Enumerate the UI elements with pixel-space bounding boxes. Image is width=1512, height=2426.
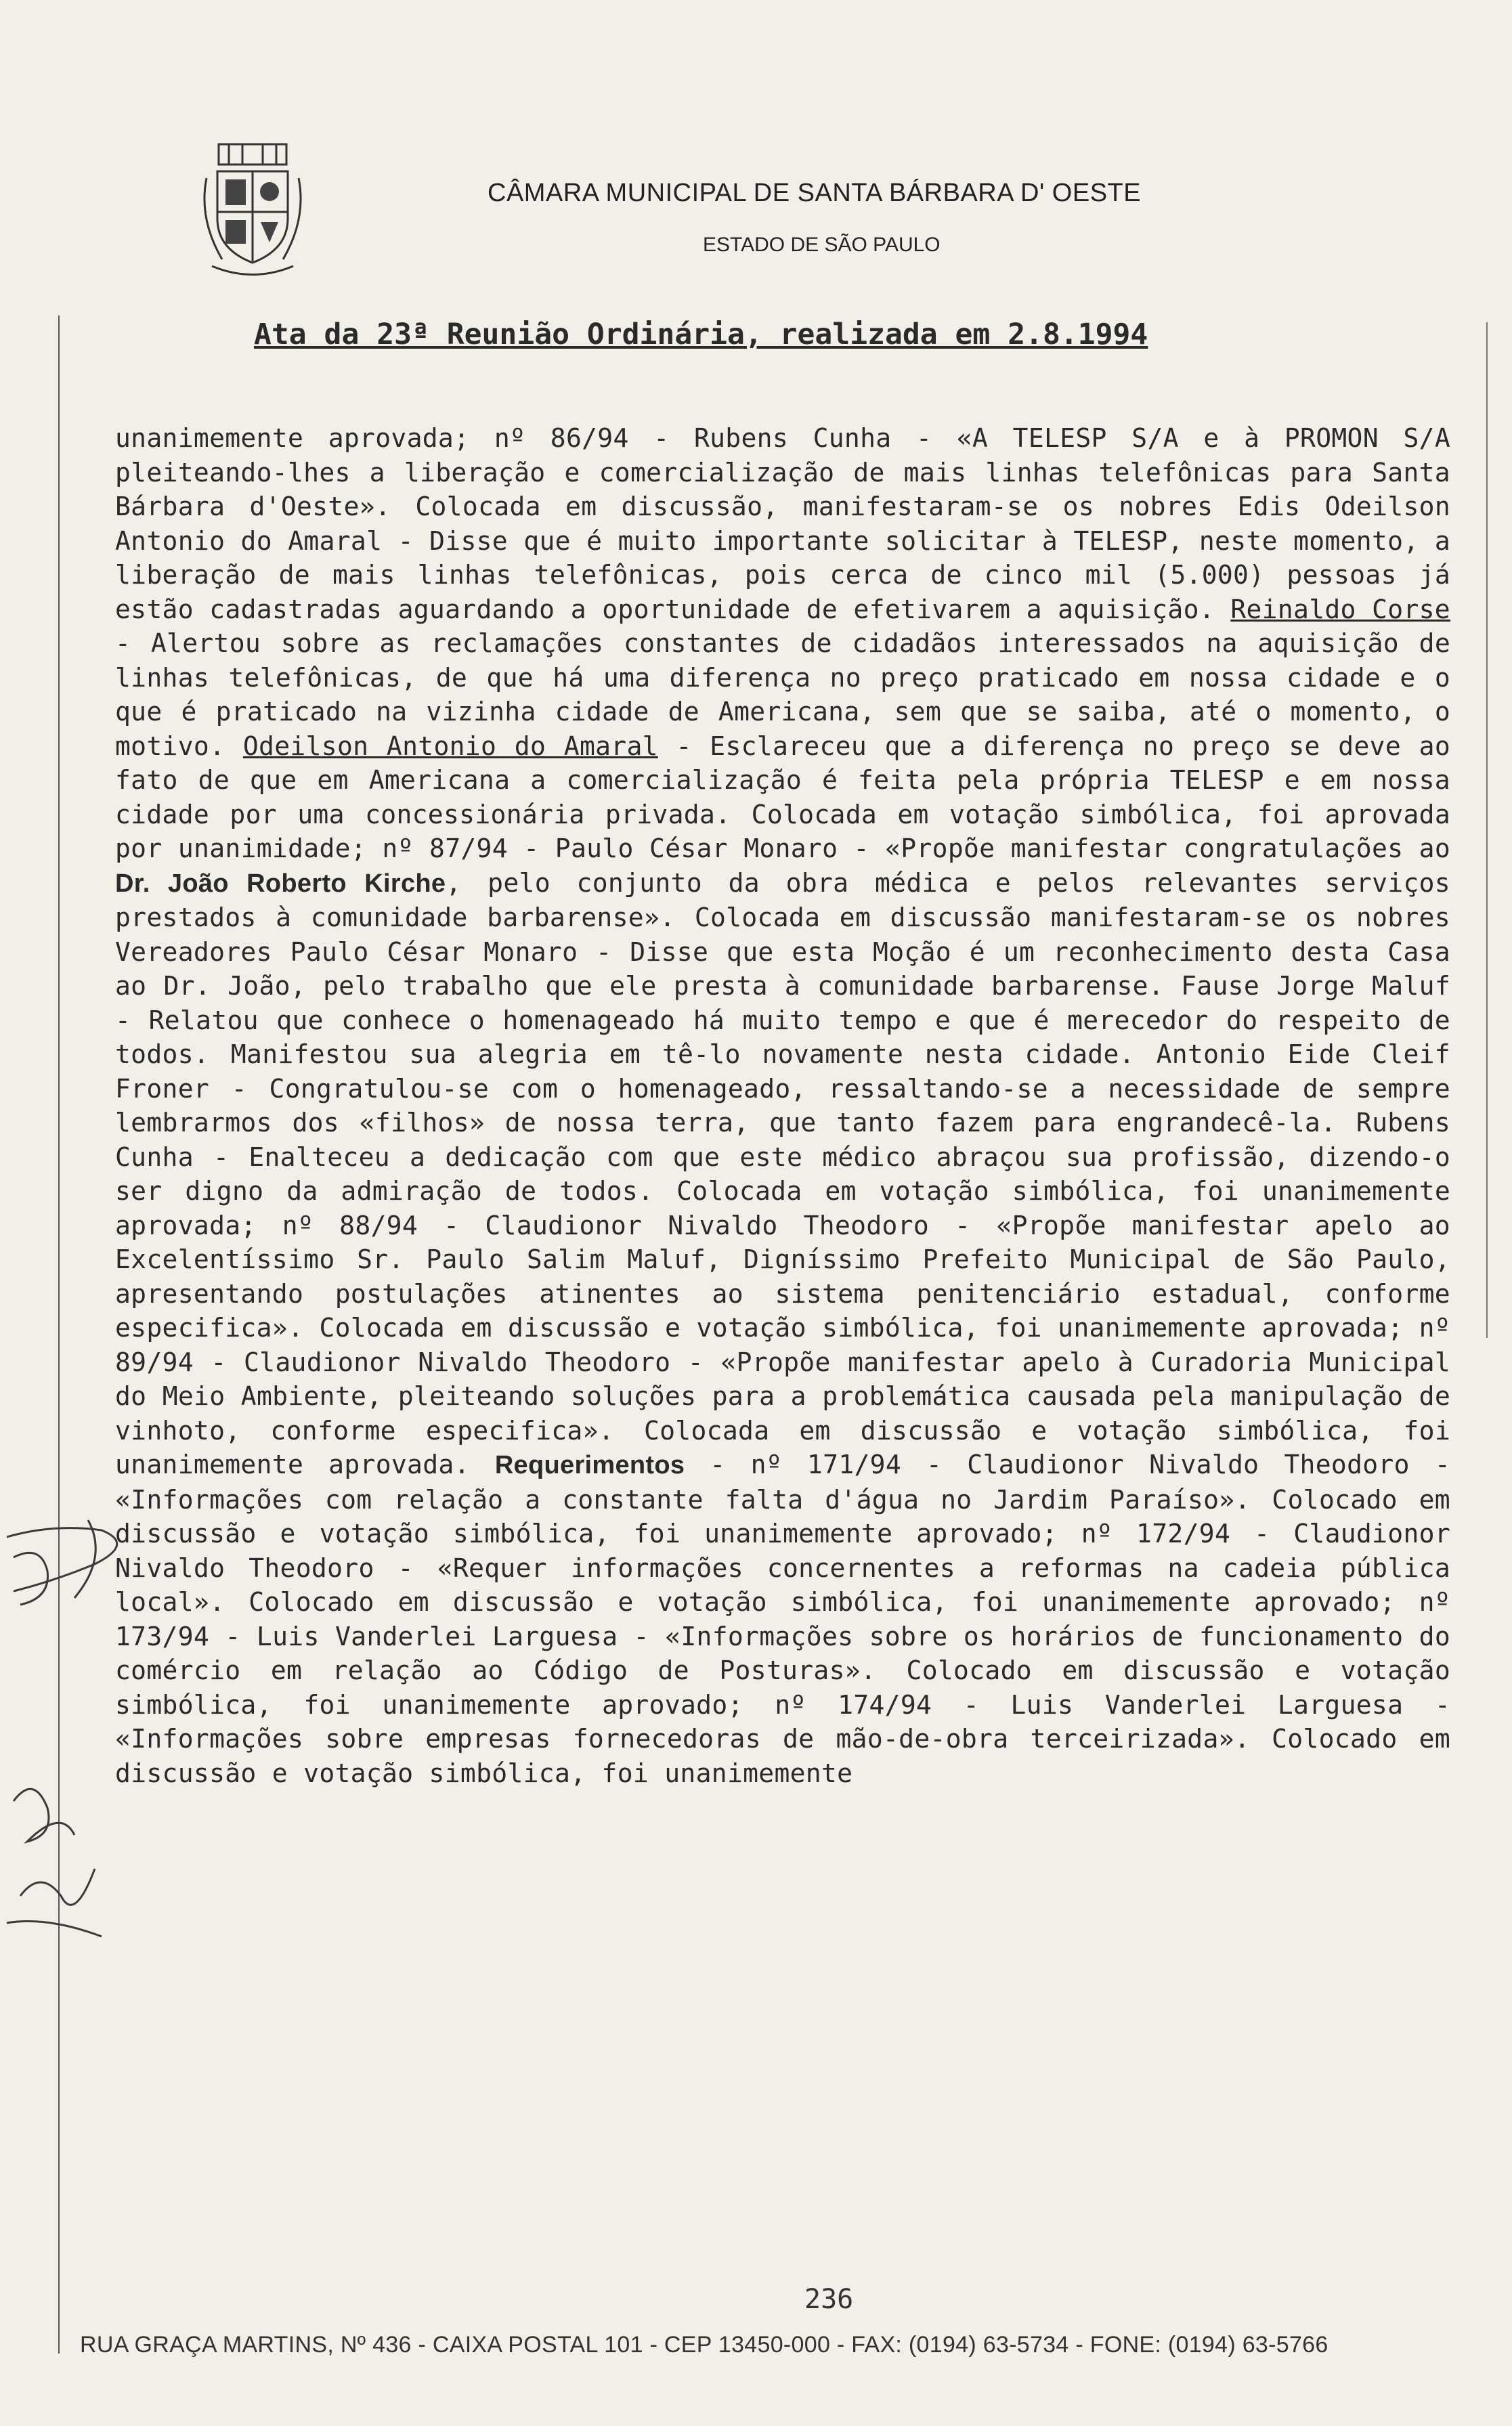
address-footer: RUA GRAÇA MARTINS, Nº 436 - CAIXA POSTAL 101 - CEP 13450-000 - FAX: (0194) 63-5734 - FONE: (0194) 63-5766 [80,2332,1329,2358]
honoree-name: Dr. João Roberto Kirche [115,869,446,898]
institution-title: CÂMARA MUNICIPAL DE SANTA BÁRBARA D' OESTE [488,179,1142,207]
body-segment: - Esclareceu que a diferença no preço se deve ao fato de que em Americana a comercialização é feita pela própria TELESP e em nossa cidade por uma concessionária privada. Colocada em votação simbólica, foi aprovada por unanimidade; nº 87/94 - Paulo César Monaro - «Propõe manifestar congratulações ao [115,731,1450,863]
body-segment: - nº 171/94 - Claudionor Nivaldo Theodoro - «Informações com relação a constante falta d'água no Jardim Paraíso». Colocado em discussão e votação simbólica, foi unanimemente aprovado; nº 172/94 - Claudionor Nivaldo Theodoro - «Requer informações concernentes a reformas na cadeia pública local». Colocado em discussão e votação simbólica, foi unanimemente aprovado; nº 173/94 - Luis Vanderlei Larguesa - «Informações sobre os horários de funcionamento do comércio em relação ao Código de Posturas». Colocado em discussão e votação simbólica, foi unanimemente aprovado; nº 174/94 - Luis Vanderlei Larguesa - «Informações sobre empresas fornecedoras de mão-de-obra terceirizada». Colocado em discussão e votação simbólica, foi unanimemente [115,1450,1450,1788]
speaker-name: Reinaldo Corse [1230,594,1450,624]
body-segment: unanimemente aprovada; nº 86/94 - Rubens Cunha - «A TELESP S/A e à PROMON S/A pleiteando-lhes a liberação e comercialização de mais linhas telefônicas para Santa Bárbara d'Oeste». Colocada em discussão, manifestaram-se os nobres Edis Odeilson Antonio do Amaral - Disse que é muito importante solicitar à TELESP, neste momento, a liberação de mais linhas telefônicas, pois cerca de cinco mil (5.000) pessoas já estão cadastradas aguardando a oportunidade de efetivarem a aquisição. [115,423,1450,624]
minutes-body [115,421,1450,1790]
municipal-crest-logo [198,137,307,290]
state-subtitle: ESTADO DE SÃO PAULO [703,234,941,256]
left-margin-rule [58,316,60,2354]
speaker-name: Odeilson Antonio do Amaral [242,731,658,761]
minutes-heading: Ata da 23ª Reunião Ordinária, realizada em 2.8.1994 [254,318,1148,351]
right-margin-rule [1486,322,1488,1338]
handwritten-signature [0,1517,135,2004]
section-label: Requerimentos [494,1451,685,1479]
page-number: 236 [804,2284,854,2315]
body-segment: - Alertou sobre as reclamações constantes de cidadãos interessados na aquisição de linhas telefônicas, de que há uma diferença no preço praticado em nossa cidade e o que é praticado na vizinha cidade de Americana, sem que se saiba, até o momento, o motivo. [115,628,1450,761]
body-segment: , pelo conjunto da obra médica e pelos relevantes serviços prestados à comunidade barbarense». Colocada em discussão manifestaram-se os nobres Vereadores Paulo César Monaro - Disse que esta Moção é um reconhecimento desta Casa ao Dr. João, pelo trabalho que ele presta à comunidade barbarense. Fause Jorge Maluf - Relatou que conhece o homenageado há muito tempo e que é merecedor do respeito de todos. Manifestou sua alegria em tê-lo novamente nesta cidade. Antonio Eide Cleif Froner - Congratulou-se com o homenageado, ressaltando-se a necessidade de sempre lembrarmos dos «filhos» de nossa terra, que tanto fazem para engrandecê-la. Rubens Cunha - Enalteceu a dedicação com que este médico abraçou sua profissão, dizendo-o ser digno da admiração de todos. Colocada em votação simbólica, foi unanimemente aprovada; nº 88/94 - Claudionor Nivaldo Theodoro - «Propõe manifestar apelo ao Excelentíssimo Sr. Paulo Salim Maluf, Digníssimo Prefeito Municipal de São Paulo, apresentando postulações atinentes ao sistema penitenciário estadual, conforme especifica». Colocada em discussão e votação simbólica, foi unanimemente aprovada; nº 89/94 - Claudionor Nivaldo Theodoro - «Propõe manifestar apelo à Curadoria Municipal do Meio Ambiente, pleiteando soluções para a problemática causada pela manipulação de vinhoto, conforme especifica». Colocada em discussão e votação simbólica, foi unanimemente aprovada. [115,867,1450,1479]
